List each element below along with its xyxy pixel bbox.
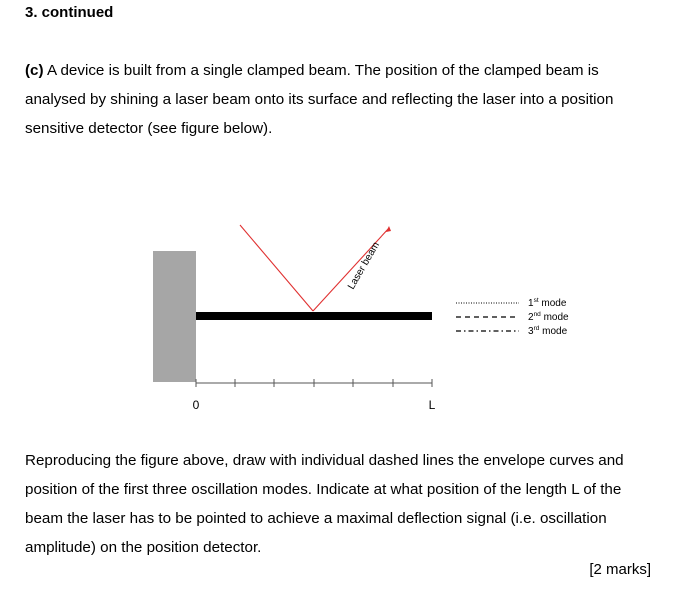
wall-clamp [153,251,196,382]
part-c-text: A device is built from a single clamped beam. The position of the clamped beam is analysed by shining a laser beam onto its surface and reflecting the laser into a position sensitive detector (see figure below). [25,62,614,137]
question-paragraph: Reproducing the figure above, draw with individual dashed lines the envelope curves and position of the first three oscillation modes. Indicate at what position of the length L of the beam the laser has to be pointed to achieve a maximal deflection signal (i.e. oscillation amplitude) on the position detector. [25,452,624,556]
cantilever-beam [196,312,432,320]
part-c-label: (c) [25,62,44,79]
legend-label-3rd-mode: 3rd mode [528,325,568,337]
marks-label: [2 marks] [589,561,651,578]
question-heading: 3. continued [25,4,114,21]
axis-start-label: 0 [192,398,200,412]
mode-legend [456,297,569,337]
legend-label-1st-mode: 1st mode [528,297,567,309]
laser-reflected-ray [313,228,389,311]
laser-beam-label: Laser beam [346,240,383,292]
axis-end-label: L [428,398,436,412]
laser-arrow-head-icon [386,226,391,232]
laser-incident-ray [240,225,313,311]
legend-label-2nd-mode: 2nd mode [528,311,569,323]
length-axis [196,379,432,387]
